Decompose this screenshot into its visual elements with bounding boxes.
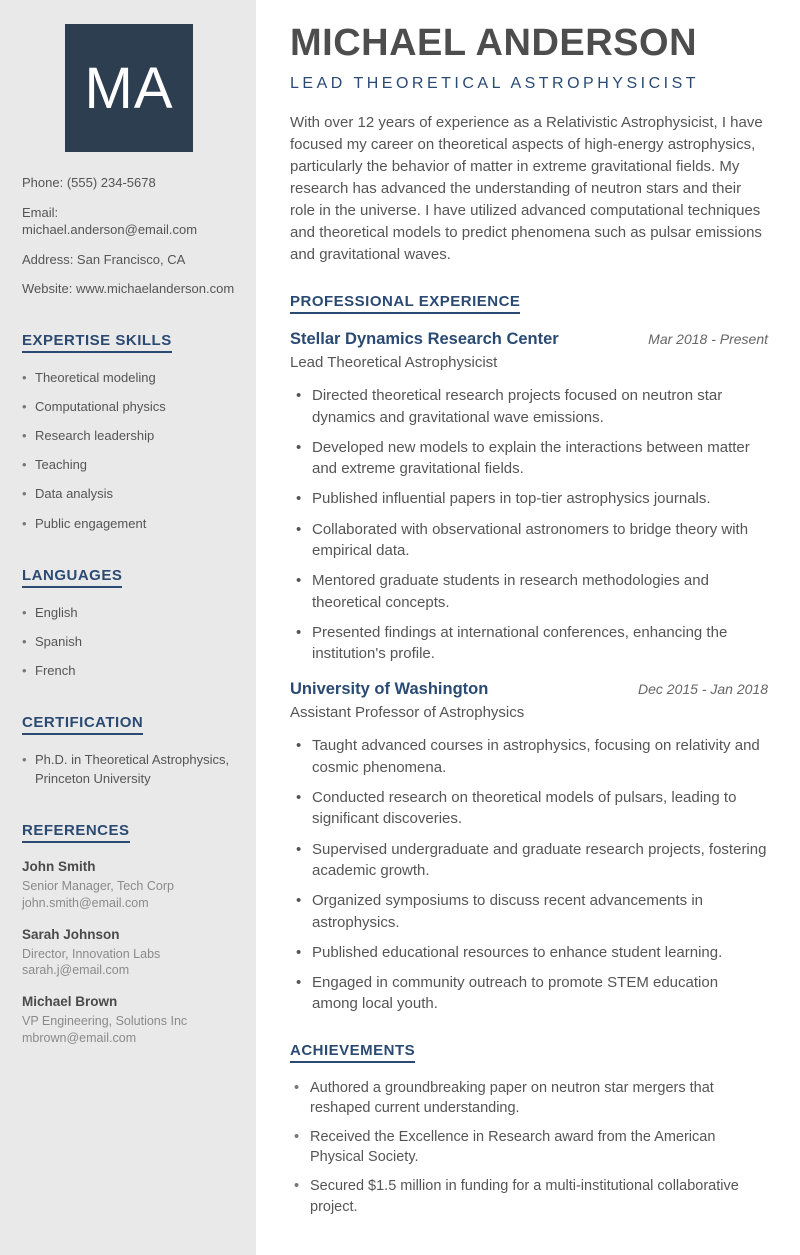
reference-role: Director, Innovation Labs [22, 946, 161, 961]
job-dates: Mar 2018 - Present [648, 331, 768, 348]
job-bullet: • Directed theoretical research projects focused on neutron star dynamics and gravitational wave emissions. [290, 385, 768, 428]
reference-email: sarah.j@email.com [22, 963, 130, 978]
skill-item: • Teaching [22, 456, 236, 474]
job-bullet: • Collaborated with observational astronomers to bridge theory with empirical data. [290, 519, 768, 562]
job-bullet: • Developed new models to explain the interactions between matter and extreme gravitational fields. [290, 437, 768, 480]
contact-line: Phone: (555) 234-5678 [22, 175, 156, 190]
achievement-bullet: • Received the Excellence in Research award from the American Physical Society. [290, 1127, 768, 1168]
reference-entry [22, 927, 236, 980]
contact-list [22, 174, 236, 298]
job-bullet-list [290, 735, 768, 1014]
contact-line: Address: San Francisco, CA [22, 251, 186, 267]
reference-name: Sarah Johnson [22, 926, 120, 942]
experience-heading: PROFESSIONAL EXPERIENCE [290, 293, 768, 314]
references-heading: REFERENCES [22, 822, 236, 843]
person-name: MICHAEL ANDERSON [290, 22, 698, 64]
avatar [65, 24, 193, 152]
achievements-heading: ACHIEVEMENTS [290, 1042, 768, 1063]
skills-section [22, 332, 236, 533]
language-item: • French [22, 662, 236, 680]
job-bullet: • Mentored graduate students in research methodologies and theoretical concepts. [290, 570, 768, 613]
language-item: • Spanish [22, 633, 236, 651]
achievement-bullet: • Authored a groundbreaking paper on neutron star mergers that reshaped current understanding. [290, 1078, 768, 1119]
reference-email: mbrown@email.com [22, 1031, 137, 1046]
job-header [290, 680, 768, 699]
main-content [256, 0, 800, 1255]
job-bullet: • Published educational resources to enhance student learning. [290, 942, 768, 963]
achievements-list [290, 1078, 768, 1217]
language-item: • English [22, 604, 236, 622]
sidebar [0, 0, 256, 1255]
reference-name: John Smith [22, 858, 96, 874]
job-role: Lead Theoretical Astrophysicist [290, 354, 498, 372]
job-bullet: • Conducted research on theoretical models of pulsars, leading to significant discoveries. [290, 787, 768, 830]
references-list [22, 859, 236, 1047]
certification-heading: CERTIFICATION [22, 714, 236, 735]
skill-item: • Public engagement [22, 515, 236, 533]
job-bullet: • Supervised undergraduate and graduate research projects, fostering academic growth. [290, 839, 768, 882]
reference-role: Senior Manager, Tech Corp [22, 878, 174, 893]
reference-entry [22, 859, 236, 912]
languages-heading: LANGUAGES [22, 567, 236, 588]
skill-item: • Data analysis [22, 485, 236, 503]
certification-list [22, 751, 236, 787]
job-bullet: • Engaged in community outreach to promote STEM education among local youth. [290, 972, 768, 1015]
skills-list [22, 369, 236, 533]
languages-list [22, 604, 236, 681]
reference-name: Michael Brown [22, 994, 118, 1010]
job-dates: Dec 2015 - Jan 2018 [638, 681, 768, 698]
summary-paragraph: With over 12 years of experience as a Relativistic Astrophysicist, I have focused my career on theoretical aspects of high-energy astrophysics, particularly the behavior of matter in extreme gravitational fields. My research has advanced the understanding of neutron stars and their role in the universe. I have utilized advanced computational techniques and theoretical models to predict phenomena such as pulsar emissions and gravitational waves. [290, 113, 763, 264]
reference-email: john.smith@email.com [22, 895, 149, 910]
avatar-initials: MA [84, 55, 174, 121]
company-name: Stellar Dynamics Research Center [290, 330, 559, 349]
job-bullet: • Published influential papers in top-tier astrophysics journals. [290, 488, 768, 509]
references-section [22, 822, 236, 1047]
skill-item: • Research leadership [22, 427, 236, 445]
achievement-bullet: • Secured $1.5 million in funding for a multi-institutional collaborative project. [290, 1176, 768, 1217]
reference-entry [22, 994, 236, 1047]
contact-line: Email: michael.anderson@email.com [22, 204, 198, 238]
job-bullet-list [290, 385, 768, 664]
certification-section [22, 714, 236, 787]
job-bullet: • Presented findings at international conferences, enhancing the institution's profile. [290, 622, 768, 665]
skills-heading: EXPERTISE SKILLS [22, 332, 236, 353]
job-bullet: • Organized symposiums to discuss recent advancements in astrophysics. [290, 890, 768, 933]
certification-item: • Ph.D. in Theoretical Astrophysics, Princeton University [22, 751, 236, 787]
job-title: LEAD THEORETICAL ASTROPHYSICIST [290, 74, 700, 92]
job-entry [290, 330, 768, 664]
reference-role: VP Engineering, Solutions Inc [22, 1014, 188, 1029]
job-entry [290, 680, 768, 1014]
contact-line: Website: www.michaelanderson.com [22, 281, 235, 297]
skill-item: • Theoretical modeling [22, 369, 236, 387]
job-role: Assistant Professor of Astrophysics [290, 704, 525, 722]
skill-item: • Computational physics [22, 398, 236, 416]
job-bullet: • Taught advanced courses in astrophysics, focusing on relativity and cosmic phenomena. [290, 735, 768, 778]
job-header [290, 330, 768, 349]
languages-section [22, 567, 236, 681]
experience-list [290, 330, 768, 1015]
company-name: University of Washington [290, 680, 489, 699]
